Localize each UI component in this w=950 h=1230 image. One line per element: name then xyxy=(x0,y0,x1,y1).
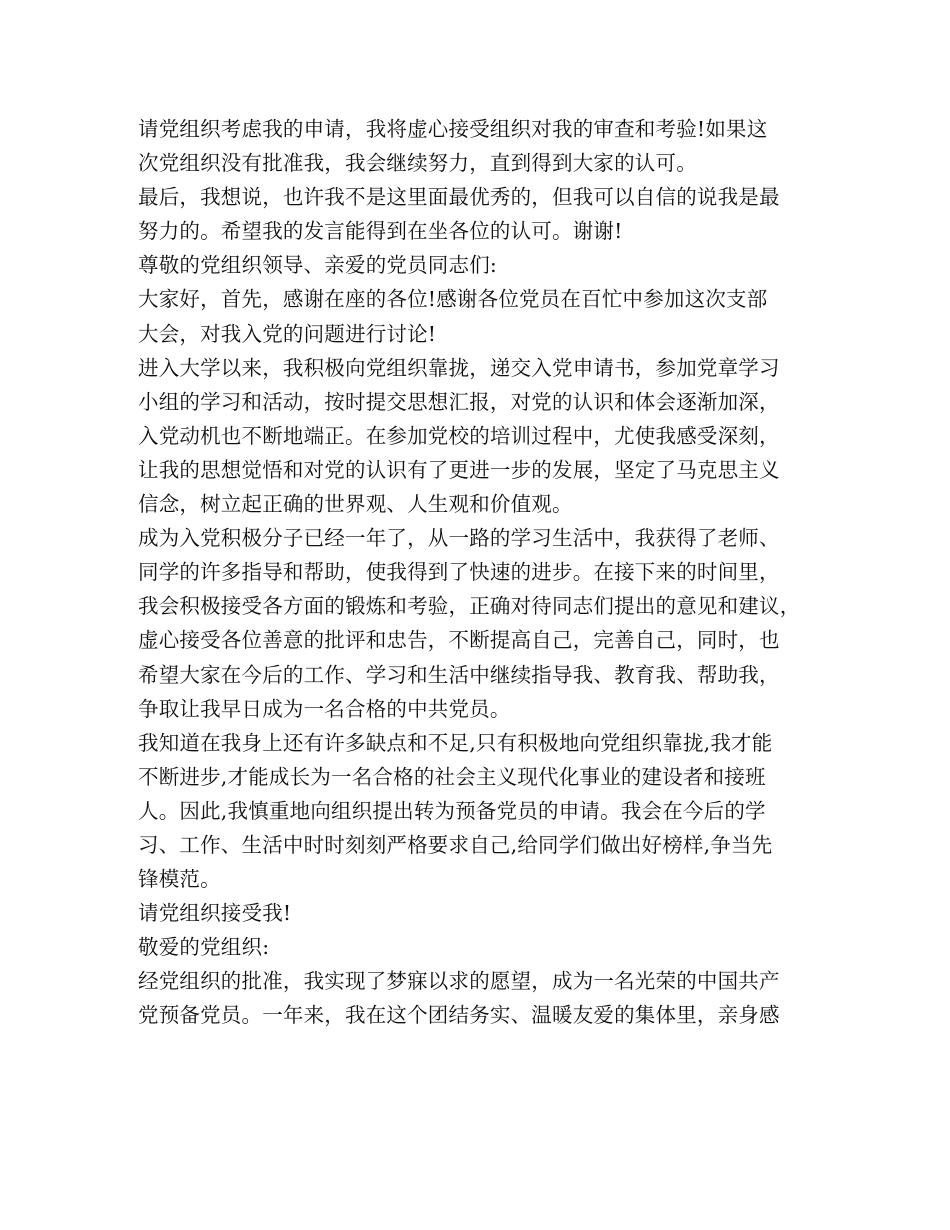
text-line: 不断进步,才能成长为一名合格的社会主义现代化事业的建设者和接班 xyxy=(138,764,766,789)
text-line: 成为入党积极分子已经一年了，从一路的学习生活中，我获得了老师、 xyxy=(138,526,780,551)
text-line: 锋模范。 xyxy=(138,867,221,892)
text-line: 我会积极接受各方面的锻炼和考验，正确对待同志们提出的意见和建议， xyxy=(138,594,801,619)
text-line: 敬爱的党组织: xyxy=(138,935,270,960)
text-line: 努力的。希望我的发言能得到在坐各位的认可。谢谢! xyxy=(138,219,623,244)
text-line: 请党组织接受我! xyxy=(138,901,292,926)
text-line: 同学的许多指导和帮助，使我得到了快速的进步。在接下来的时间里， xyxy=(138,560,780,585)
text-line: 最后，我想说，也许我不是这里面最优秀的，但我可以自信的说我是最 xyxy=(138,185,780,210)
text-line: 进入大学以来，我积极向党组织靠拢，递交入党申请书，参加党章学习 xyxy=(138,355,780,380)
text-line: 入党动机也不断地端正。在参加党校的培训过程中，尤使我感受深刻， xyxy=(138,423,780,448)
text-line: 希望大家在今后的工作、学习和生活中继续指导我、教育我、帮助我， xyxy=(138,662,780,687)
text-line: 尊敬的党组织领导、亲爱的党员同志们: xyxy=(138,253,498,278)
text-line: 我知道在我身上还有许多缺点和不足,只有积极地向党组织靠拢,我才能 xyxy=(138,730,773,755)
text-line: 争取让我早日成为一名合格的中共党员。 xyxy=(138,696,511,721)
text-line: 人。因此,我慎重地向组织提出转为预备党员的申请。我会在今后的学 xyxy=(138,798,766,823)
text-line: 党预备党员。一年来，我在这个团结务实、温暖友爱的集体里，亲身感 xyxy=(138,1003,780,1028)
text-line: 经党组织的批准，我实现了梦寐以求的愿望，成为一名光荣的中国共产 xyxy=(138,969,780,994)
text-line: 信念，树立起正确的世界观、人生观和价值观。 xyxy=(138,492,573,517)
text-line: 小组的学习和活动，按时提交思想汇报，对党的认识和体会逐渐加深， xyxy=(138,389,780,414)
document-body xyxy=(138,112,828,1033)
text-line: 请党组织考虑我的申请，我将虚心接受组织对我的审查和考验!如果这 xyxy=(138,117,768,141)
text-line: 次党组织没有批准我，我会继续努力，直到得到大家的认可。 xyxy=(138,151,697,176)
text-line: 虚心接受各位善意的批评和忠告，不断提高自己，完善自己，同时，也 xyxy=(138,628,780,653)
text-line: 习、工作、生活中时时刻刻严格要求自己,给同学们做出好榜样,争当先 xyxy=(138,832,773,857)
text-line: 大家好，首先，感谢在座的各位!感谢各位党员在百忙中参加这次支部 xyxy=(138,287,768,312)
text-line: 大会，对我入党的问题进行讨论! xyxy=(138,321,437,346)
text-line: 让我的思想觉悟和对党的认识有了更进一步的发展，坚定了马克思主义 xyxy=(138,457,780,482)
